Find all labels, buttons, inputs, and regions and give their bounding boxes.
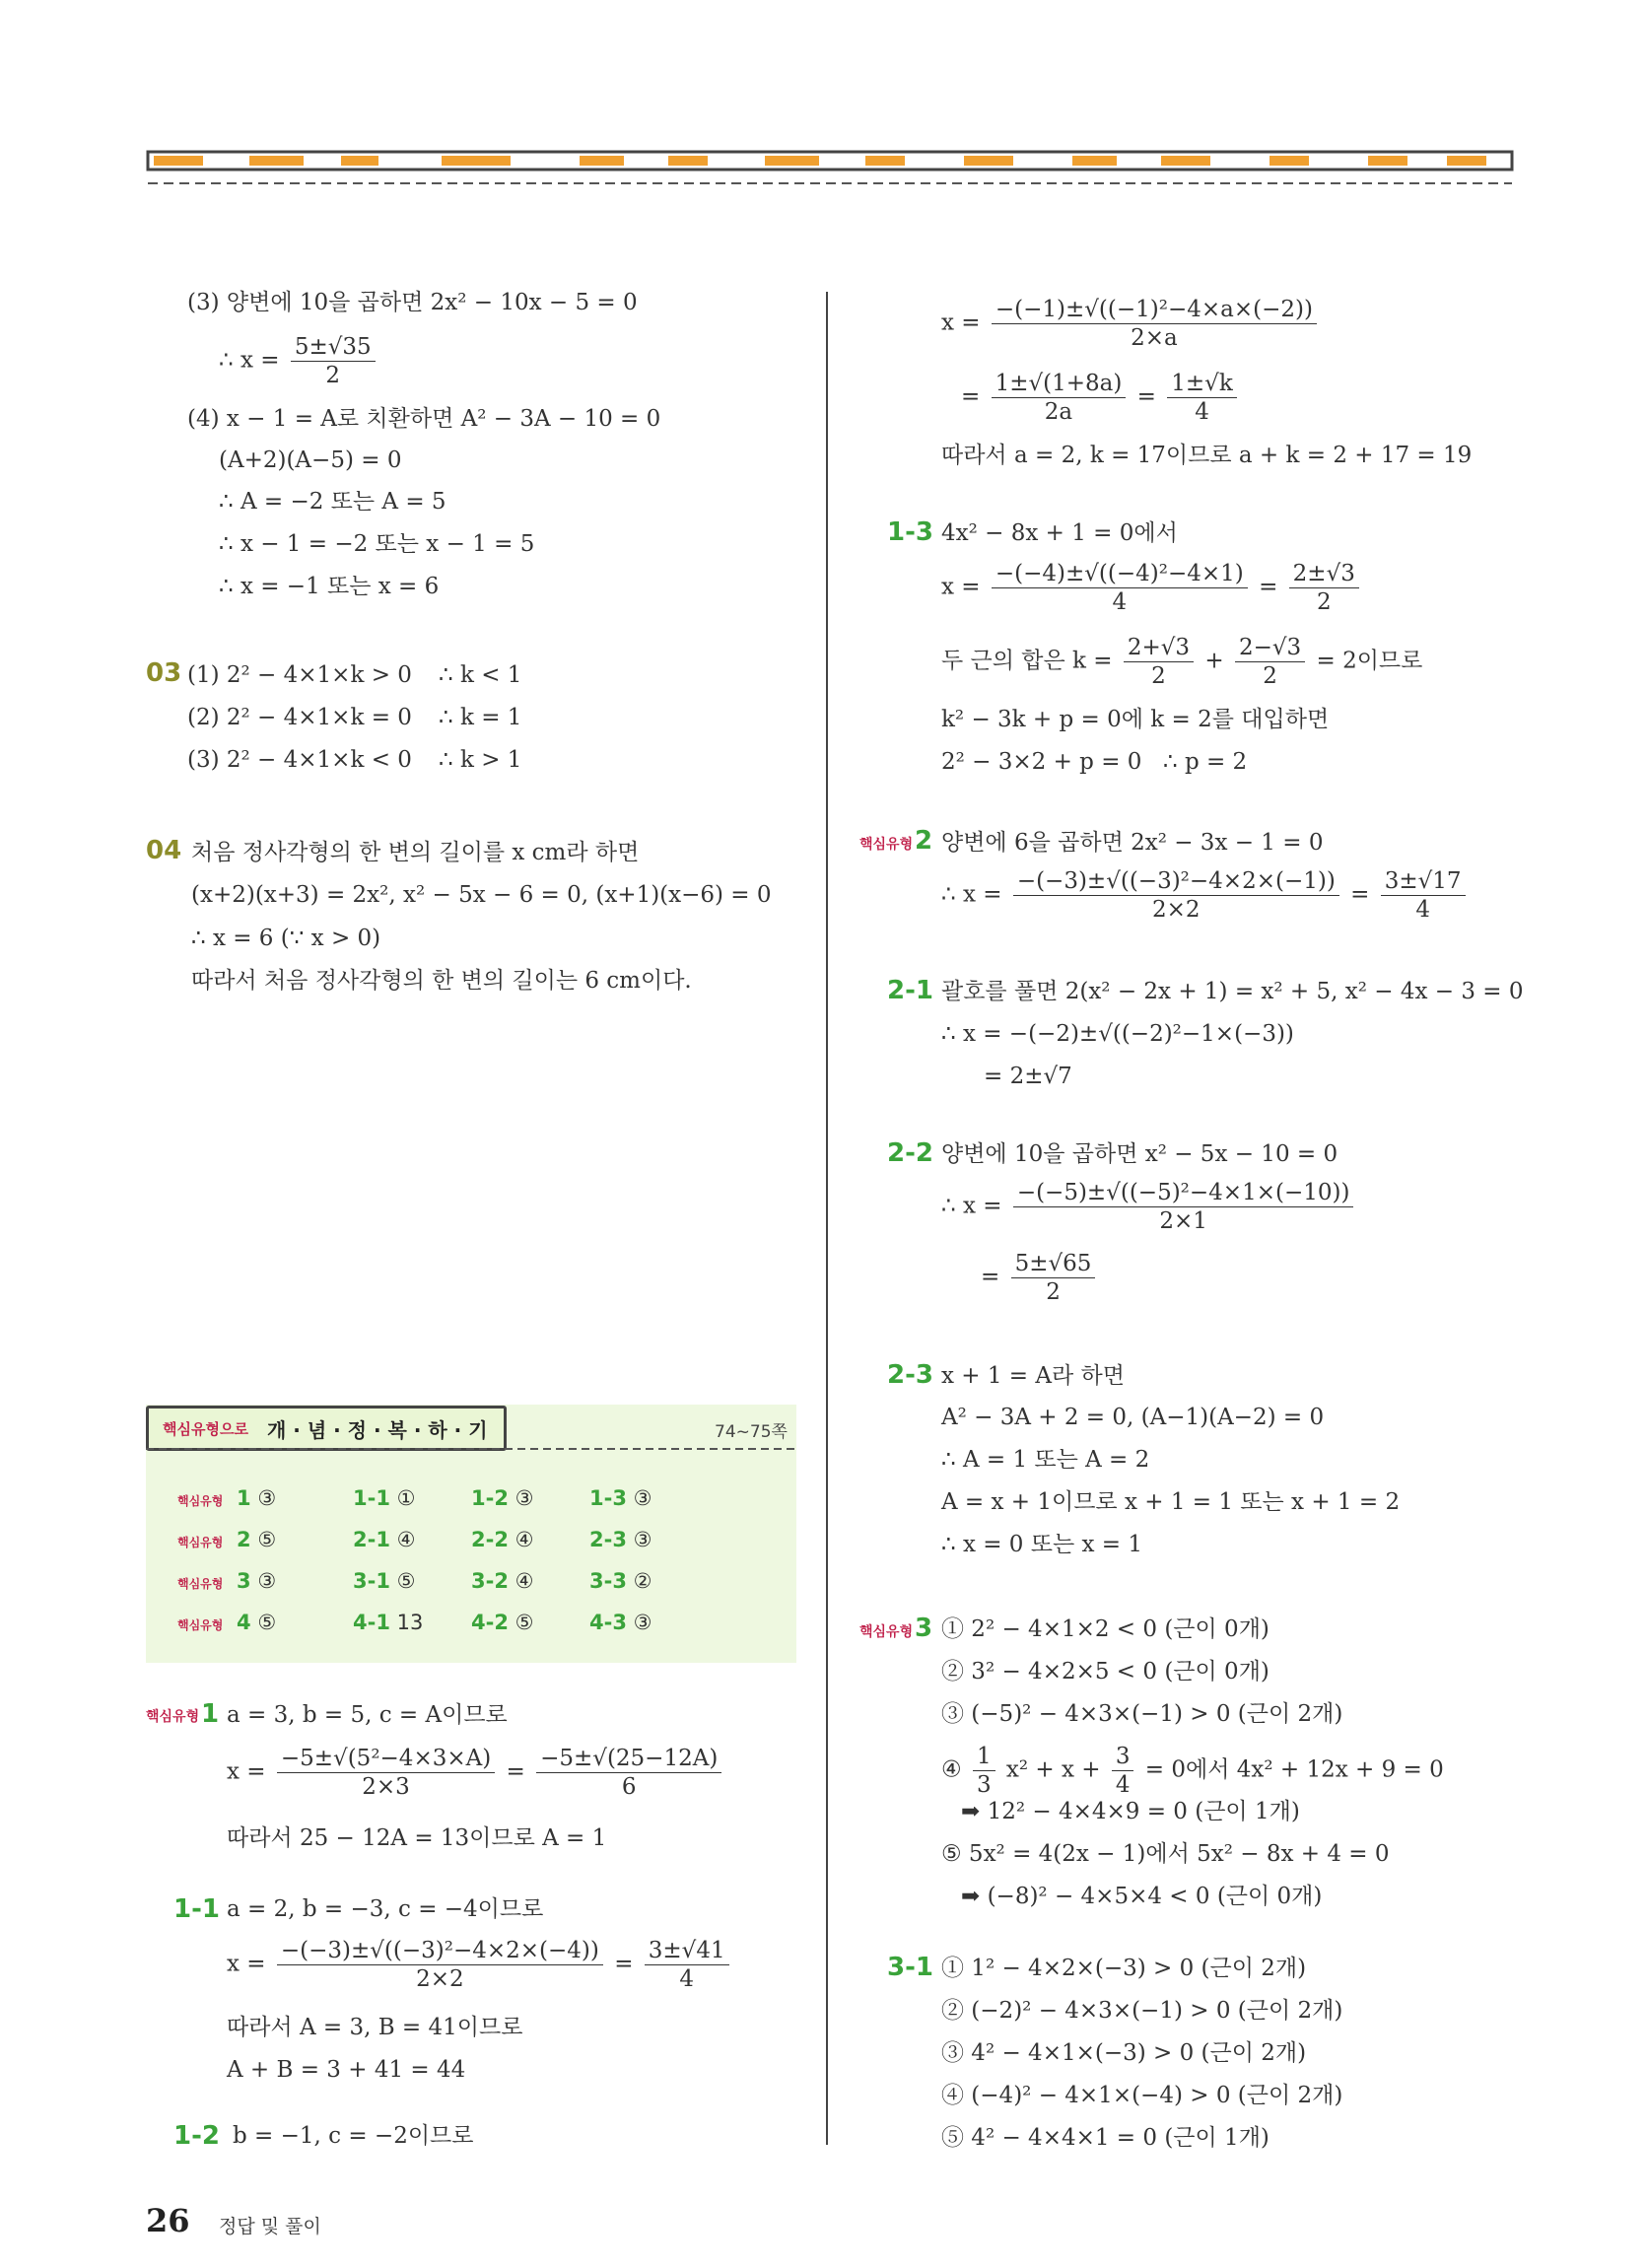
answer-row-tag: 핵심유형: [177, 1577, 224, 1591]
k1-line3: 따라서 25 − 12A = 13이므로 A = 1: [227, 1825, 607, 1851]
k1-fraction-a: $\frac{\text{−5±√(5²−4×3×A)}}{2\times 3}$: [277, 1745, 495, 1801]
k1-line1: a = 3, b = 5, c = A이므로: [227, 1702, 508, 1728]
k2-fraction-b: $\frac{3\pm√17}{4}$: [1381, 867, 1466, 924]
p4-line2: (A+2)(A−5) = 0: [219, 447, 402, 473]
k3-number: 3: [915, 1614, 933, 1643]
r31-line4: ④ (−4)² − 4×1×(−4) > 0 (근이 2개): [941, 2083, 1343, 2108]
k11-line2: x = $\frac{\text{−(−3)±√((−3)²−4×2×(−4))}}{2\times 2}$ = $\frac{3\pm√41}{4}$: [227, 1937, 733, 1993]
answer-cell: [471, 1486, 533, 1510]
r13-fraction-b: $\frac{2\pm√3}{2}$: [1289, 560, 1359, 616]
q03-result1: ∴ k < 1: [439, 662, 522, 688]
answer-choice: ④: [515, 1528, 534, 1551]
rtop-fraction-b: $\frac{1\pm√(1+8a)}{2a}$: [992, 370, 1127, 426]
k2-fraction-a: $\frac{\text{−(−3)±√((−3)²−4×2×(−1))}}{2\times 2}$: [1013, 867, 1339, 924]
k3-line2: ② 3² − 4×2×5 < 0 (근이 0개): [941, 1659, 1270, 1684]
page-number: 26: [146, 2202, 190, 2239]
r13-fraction-a: $\frac{\text{−(−4)±√((−4)²−4×1)}}{4}$: [992, 560, 1248, 616]
p3-line1: (3) 양변에 10을 곱하면 2x² − 10x − 5 = 0: [187, 290, 638, 315]
k11-line4: A + B = 3 + 41 = 44: [227, 2057, 466, 2083]
r13-line3: 두 근의 합은 k = $\frac{2+√3}{2}$ + $\frac{2-√3}{2}$ = 2이므로: [941, 635, 1423, 689]
r22-line2: [941, 1179, 1357, 1235]
answer-problem-number: 2-2: [471, 1528, 509, 1551]
answer-cell: [237, 1528, 276, 1551]
column-divider: [826, 292, 828, 2145]
k3-line3: ③ (−5)² − 4×3×(−1) > 0 (근이 2개): [941, 1701, 1343, 1727]
k3-circle4: ④: [941, 1756, 969, 1783]
answer-cell: [353, 1569, 415, 1593]
q04-number: 04: [146, 836, 182, 865]
p3-lhs: ∴ x =: [219, 347, 287, 374]
k2-tag: 핵심유형: [859, 837, 914, 853]
k11-lhs: x =: [227, 1951, 273, 1977]
answer-cell: [589, 1611, 652, 1634]
answer-problem-number: 1-3: [589, 1486, 627, 1510]
r23-line4: A = x + 1이므로 x + 1 = 1 또는 x + 1 = 2: [941, 1489, 1401, 1515]
answer-cell: [353, 1611, 423, 1634]
r13-fraction-c: $\frac{2+√3}{2}$: [1124, 634, 1194, 690]
answer-cell: [237, 1486, 276, 1510]
box-title: 개 · 념 · 정 · 복 · 하 · 기: [267, 1418, 488, 1442]
answer-problem-number: 2-1: [353, 1528, 390, 1551]
answer-problem-number: 4-2: [471, 1611, 509, 1634]
answer-cell: [471, 1528, 533, 1551]
answer-problem-number: 1: [237, 1486, 251, 1510]
r13-line4: k² − 3k + p = 0에 k = 2를 대입하면: [941, 707, 1330, 732]
box-dashed-line: [146, 1445, 796, 1453]
answer-choice: ①: [396, 1486, 416, 1510]
q04-line3: ∴ x = 6 (∵ x > 0): [191, 926, 381, 951]
k2-line1: 양변에 6을 곱하면 2x² − 3x − 1 = 0: [941, 830, 1324, 856]
answer-cell: [589, 1528, 652, 1551]
answer-choice: ③: [515, 1486, 534, 1510]
r31-line3: ③ 4² − 4×1×(−3) > 0 (근이 2개): [941, 2040, 1307, 2066]
p4-line1: (4) x − 1 = A로 치환하면 A² − 3A − 10 = 0: [187, 406, 661, 432]
r23-line1: x + 1 = A라 하면: [941, 1363, 1125, 1389]
r21-line3: = 2±√7: [984, 1064, 1072, 1089]
answer-cell: [471, 1611, 533, 1634]
r22-fraction-a: $\frac{\text{−(−5)±√((−5)²−4×1×(−10))}}{2\times 1}$: [1013, 1179, 1354, 1235]
answer-choice: ③: [633, 1611, 652, 1634]
answer-problem-number: 1-1: [353, 1486, 390, 1510]
q03-line2: (2) 2² − 4×1×k = 0: [187, 705, 412, 730]
answer-cell: [353, 1486, 415, 1510]
r31-number: 3-1: [887, 1953, 933, 1982]
k3-mid: x² + x +: [1005, 1756, 1108, 1783]
p4-line4: ∴ x − 1 = −2 또는 x − 1 = 5: [219, 531, 535, 557]
answer-choice: ⑤: [257, 1528, 277, 1551]
answer-problem-number: 4: [237, 1611, 251, 1634]
answer-problem-number: 3-3: [589, 1569, 627, 1593]
answer-choice: ⑤: [396, 1569, 416, 1593]
q03-result2: ∴ k = 1: [439, 705, 522, 730]
r23-line3: ∴ A = 1 또는 A = 2: [941, 1447, 1150, 1473]
answer-cell: [589, 1569, 652, 1593]
r13-fraction-d: $\frac{2-√3}{2}$: [1235, 634, 1305, 690]
answer-cell: [353, 1528, 415, 1551]
footer-text: 정답 및 풀이: [219, 2216, 321, 2237]
answer-cell: [237, 1569, 276, 1593]
r13-lhs: x =: [941, 574, 988, 600]
answer-cell: [471, 1569, 533, 1593]
r31-line5: ⑤ 4² − 4×4×1 = 0 (근이 1개): [941, 2125, 1270, 2151]
k3-fraction-a: $\frac{1}{3}$: [973, 1743, 995, 1799]
k2-line2: ∴ x = $\frac{\text{−(−3)±√((−3)²−4×2×(−1))}}{2\times 2}$ = $\frac{3\pm√17}{4}$: [941, 867, 1470, 924]
answer-problem-number: 3-1: [353, 1569, 390, 1593]
answer-choice: ③: [633, 1486, 652, 1510]
box-title-prefix: 핵심유형으로: [163, 1420, 248, 1438]
answer-choice: 13: [396, 1611, 424, 1634]
r22-fraction-b: $\frac{5\pm√65}{2}$: [1011, 1250, 1096, 1306]
k3-tag: 핵심유형: [859, 1624, 914, 1640]
r23-line2: A² − 3A + 2 = 0, (A−1)(A−2) = 0: [941, 1405, 1325, 1430]
r31-line1: ① 1² − 4×2×(−3) > 0 (근이 2개): [941, 1956, 1307, 1981]
k3-line6: ⑤ 5x² = 4(2x − 1)에서 5x² − 8x + 4 = 0: [941, 1841, 1390, 1867]
answer-problem-number: 1-2: [471, 1486, 509, 1510]
answer-problem-number: 3-2: [471, 1569, 509, 1593]
r13-line6: ∴ p = 2: [1163, 749, 1248, 775]
answer-problem-number: 4-3: [589, 1611, 627, 1634]
answer-row-tag: 핵심유형: [177, 1618, 224, 1632]
rtop-line1: [941, 296, 1321, 352]
q03-line3: (3) 2² − 4×1×k < 0: [187, 747, 412, 773]
q03-line1: (1) 2² − 4×1×k > 0: [187, 662, 412, 688]
header-banner: [146, 148, 1516, 189]
k3-line5: ➡ 12² − 4×4×9 = 0 (근이 1개): [961, 1799, 1300, 1824]
answer-problem-number: 4-1: [353, 1611, 390, 1634]
q03-number: 03: [146, 658, 182, 688]
k11-line1: a = 2, b = −3, c = −4이므로: [227, 1896, 544, 1922]
r22-number: 2-2: [887, 1138, 933, 1168]
answer-choice: ②: [633, 1569, 652, 1593]
r13-line2: x = $\frac{\text{−(−4)±√((−4)²−4×1)}}{4}$ = $\frac{2\pm√3}{2}$: [941, 560, 1363, 616]
k3-tail: = 0에서 4x² + 12x + 9 = 0: [1144, 1756, 1444, 1783]
k2-number: 2: [915, 826, 933, 856]
answer-choice: ④: [515, 1569, 534, 1593]
q03-result3: ∴ k > 1: [439, 747, 522, 773]
r21-number: 2-1: [887, 976, 933, 1005]
k11-line3: 따라서 A = 3, B = 41이므로: [227, 2015, 523, 2040]
k11-fraction-b: $\frac{3\pm√41}{4}$: [645, 1937, 729, 1993]
answer-cell: [237, 1611, 276, 1634]
q04-line1: 처음 정사각형의 한 변의 길이를 x cm라 하면: [191, 840, 640, 865]
k3-fraction-b: $\frac{3}{4}$: [1112, 1743, 1134, 1799]
rtop-fraction-a: $\frac{\text{−(−1)±√((−1)²−4×a×(−2))}}{2\times a}$: [992, 296, 1317, 352]
k2-lhs: ∴ x =: [941, 881, 1009, 908]
k3-line7: ➡ (−8)² − 4×5×4 < 0 (근이 0개): [961, 1884, 1323, 1909]
r23-line5: ∴ x = 0 또는 x = 1: [941, 1532, 1142, 1557]
p3-fraction: $\frac{5\pm√35}{2}$: [291, 333, 376, 389]
q04-line2: (x+2)(x+3) = 2x², x² − 5x − 6 = 0, (x+1)(x−6) = 0: [191, 882, 772, 908]
r31-line2: ② (−2)² − 4×3×(−1) > 0 (근이 2개): [941, 1998, 1343, 2024]
answer-choice: ③: [257, 1486, 277, 1510]
r13-line1: 4x² − 8x + 1 = 0에서: [941, 520, 1178, 546]
k1-fraction-b: $\frac{-5\pm√(25-12A)}{6}$: [536, 1745, 721, 1801]
k1-lhs: x =: [227, 1758, 273, 1785]
answer-choice: ③: [633, 1528, 652, 1551]
k11-number: 1-1: [173, 1894, 220, 1924]
answer-choice: ③: [257, 1569, 277, 1593]
rtop-line2: = $\frac{1\pm√(1+8a)}{2a}$ = $\frac{1\pm√k}{4}$: [961, 370, 1241, 426]
q04-line4: 따라서 처음 정사각형의 한 변의 길이는 6 cm이다.: [191, 968, 692, 994]
rtop-line3: 따라서 a = 2, k = 17이므로 a + k = 2 + 17 = 19: [941, 443, 1473, 468]
k1-number: 1: [201, 1699, 220, 1729]
k12-number: 1-2: [173, 2121, 220, 2151]
answer-problem-number: 3: [237, 1569, 251, 1593]
answer-problem-number: 2-3: [589, 1528, 627, 1551]
p4-line3: ∴ A = −2 또는 A = 5: [219, 489, 446, 515]
answer-choice: ⑤: [257, 1611, 277, 1634]
r13-sum-label: 두 근의 합은 k =: [941, 648, 1120, 674]
r13-line5: 2² − 3×2 + p = 0: [941, 749, 1142, 775]
r13-number: 1-3: [887, 517, 933, 547]
k1-tag: 핵심유형: [146, 1709, 200, 1725]
answer-choice: ⑤: [515, 1611, 534, 1634]
k3-line1: ① 2² − 4×1×2 < 0 (근이 0개): [941, 1616, 1270, 1642]
box-pages: 74~75쪽: [715, 1422, 788, 1442]
answer-cell: [589, 1486, 652, 1510]
k12-line1: b = −1, c = −2이므로: [233, 2123, 474, 2149]
k11-fraction-a: $\frac{\text{−(−3)±√((−3)²−4×2×(−4))}}{2\times 2}$: [277, 1937, 603, 1993]
p3-line2: [219, 333, 379, 389]
r22-line1: 양변에 10을 곱하면 x² − 5x − 10 = 0: [941, 1141, 1338, 1167]
p4-line5: ∴ x = −1 또는 x = 6: [219, 574, 440, 599]
r22-line3: = $\frac{5\pm√65}{2}$: [981, 1250, 1099, 1306]
answer-row-tag: 핵심유형: [177, 1536, 224, 1549]
r13-sum-result: = 2이므로: [1316, 648, 1423, 674]
r21-line1: 괄호를 풀면 2(x² − 2x + 1) = x² + 5, x² − 4x − 3 = 0: [941, 979, 1524, 1004]
r23-number: 2-3: [887, 1360, 933, 1390]
answer-row-tag: 핵심유형: [177, 1494, 224, 1508]
rtop-lhs: x =: [941, 309, 988, 336]
k1-line2: x = $\frac{\text{−5±√(5²−4×3×A)}}{2\times 3}$ = $\frac{-5\pm√(25-12A)}{6}$: [227, 1745, 725, 1801]
r22-lhs: ∴ x =: [941, 1193, 1009, 1219]
rtop-fraction-c: $\frac{1\pm√k}{4}$: [1167, 370, 1237, 426]
k3-line4: [941, 1743, 1444, 1799]
answer-problem-number: 2: [237, 1528, 251, 1551]
r21-line2: ∴ x = −(−2)±√((−2)²−1×(−3)): [941, 1021, 1294, 1047]
answer-choice: ④: [396, 1528, 416, 1551]
